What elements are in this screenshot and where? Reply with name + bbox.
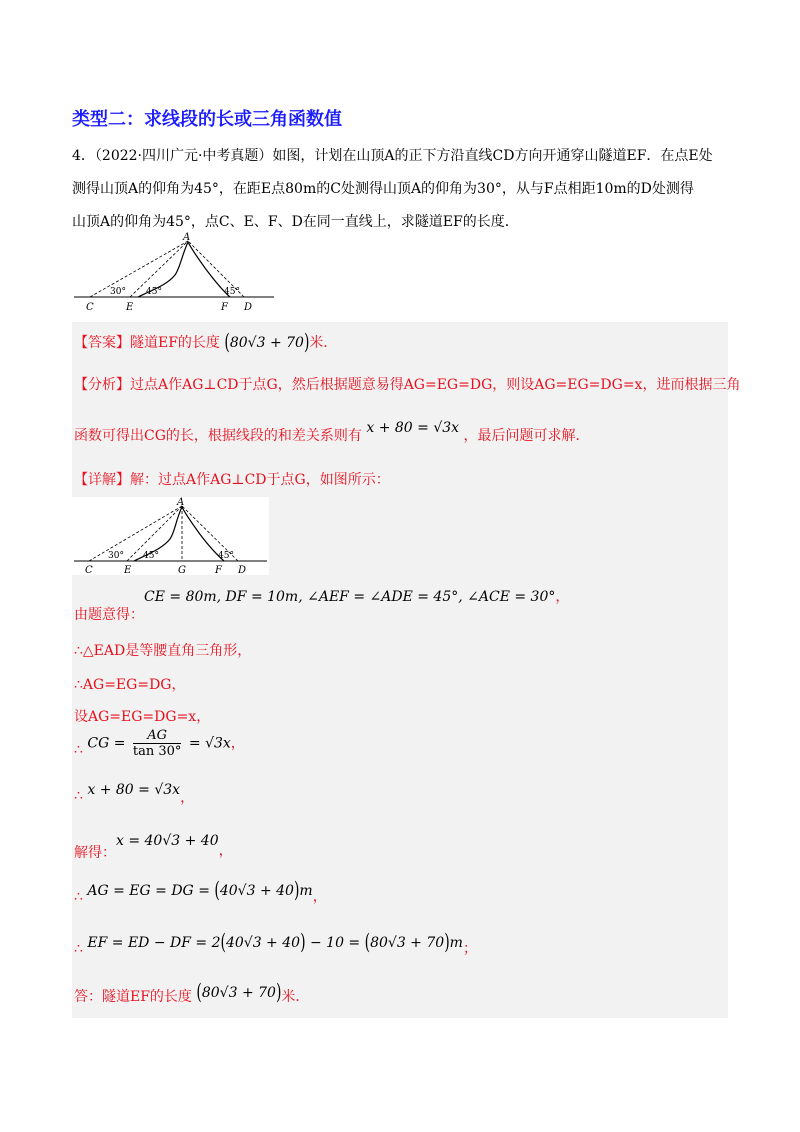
- answer-text: 隧道EF的长度: [130, 335, 220, 351]
- ag-expr: (40√3 + 40): [214, 879, 300, 903]
- label-g: G: [178, 565, 186, 575]
- final-unit: 米．: [281, 989, 310, 1005]
- therefore-symbol: ∴: [74, 941, 83, 957]
- analysis-line-2: [74, 420, 590, 445]
- label-e: E: [126, 302, 134, 313]
- label-d: D: [238, 565, 247, 575]
- angle-e: 45°: [146, 287, 162, 297]
- problem-line-2: 测得山顶A的仰角为45°，在距E点80m的C处测得山顶A的仰角为30°，从与F点相距10m的D处测得: [72, 181, 694, 197]
- analysis-tag: 【分析】: [74, 377, 130, 393]
- cg-right: = √3x: [188, 735, 231, 752]
- final-answer-row: [74, 981, 310, 1006]
- label-d: D: [244, 302, 253, 313]
- cg-equation-row: [74, 728, 245, 759]
- given-end: ，: [555, 589, 570, 605]
- ag-unit: m: [299, 883, 313, 899]
- label-a: A: [183, 232, 191, 243]
- mountain-figure: [72, 230, 277, 315]
- detail-intro-text: 解：过点A作AG⊥CD于点G，如图所示：: [130, 472, 390, 488]
- equation-1: x + 80 = √3x: [87, 782, 181, 798]
- step-isosceles: ∴△EAD是等腰直角三角形，: [74, 643, 252, 659]
- equation-1-end: ，: [180, 790, 195, 806]
- step-equal-segments: ∴AG=EG=DG，: [74, 677, 186, 693]
- cg-end: ，: [230, 735, 245, 752]
- cg-denominator: tan 30°: [132, 744, 182, 759]
- ag-end: ，: [312, 889, 327, 905]
- ef-mid: − 10 =: [309, 935, 361, 951]
- therefore-symbol: ∴: [74, 741, 83, 758]
- angle-c: 30°: [108, 551, 124, 561]
- ef-row: [74, 931, 477, 957]
- section-heading: 类型二：求线段的长或三角函数值: [72, 109, 342, 130]
- solve-label: 解得：: [74, 845, 116, 861]
- label-f: F: [221, 302, 228, 313]
- step-let-x: 设AG=EG=DG=x，: [74, 709, 211, 725]
- therefore-symbol: ∴: [74, 788, 83, 804]
- analysis-equation: x + 80 = √3x: [366, 420, 460, 436]
- therefore-symbol: ∴: [74, 889, 83, 905]
- cg-numerator: AG: [133, 728, 182, 744]
- detail-intro: [74, 469, 390, 489]
- ef-unit: m: [449, 935, 463, 951]
- label-c: C: [86, 302, 94, 313]
- equation-row: [74, 779, 195, 806]
- solve-expr: x = 40√3 + 40: [116, 833, 219, 849]
- ef-left: EF = ED − DF = 2: [87, 935, 221, 951]
- mountain-figure-with-g: [72, 497, 269, 575]
- analysis-text-1: 过点A作AG⊥CD于点G，然后根据题意易得AG=EG=DG，则设AG=EG=DG=x，进而根据三角: [130, 377, 741, 393]
- ag-row: [74, 879, 327, 905]
- solve-end: ，: [218, 843, 233, 859]
- final-label: 答：隧道EF的长度: [74, 989, 192, 1005]
- problem-line-1: 4．（2022·四川广元·中考真题）如图，计划在山顶A的正下方沿直线CD方向开通穿山隧道EF．在点E处: [72, 148, 713, 164]
- given-expression: [144, 586, 569, 606]
- angle-d: 45°: [218, 551, 234, 561]
- answer-tag: 【答案】: [74, 335, 130, 351]
- label-f: F: [215, 565, 222, 575]
- angle-c: 30°: [110, 287, 126, 297]
- label-c: C: [85, 565, 93, 575]
- analysis-text-2: 函数可得出CG的长，根据线段的和差关系则有: [74, 428, 362, 444]
- given-expr: CE = 80m, DF = 10m, ∠AEF = ∠ADE = 45°, ∠ACE = 30°: [144, 589, 556, 605]
- cg-left: CG =: [87, 735, 126, 752]
- ef-end: ；: [462, 941, 477, 957]
- problem-line-3: 山顶A的仰角为45°，点C、E、F、D在同一直线上，求隧道EF的长度．: [72, 214, 519, 230]
- cg-fraction: [133, 728, 182, 759]
- label-e: E: [124, 565, 132, 575]
- angle-d: 45°: [224, 287, 240, 297]
- answer-expr: (80√3 + 70): [224, 331, 310, 355]
- analysis-text-3: ，最后问题可求解．: [463, 428, 590, 444]
- detail-tag: 【详解】: [74, 472, 130, 488]
- label-a: A: [177, 497, 185, 508]
- ag-left: AG = EG = DG =: [87, 883, 210, 899]
- ef-expr: (80√3 + 70): [364, 931, 450, 955]
- answer-unit: 米．: [309, 335, 338, 351]
- angle-e: 45°: [143, 551, 159, 561]
- final-expr: (80√3 + 70): [196, 981, 282, 1005]
- given-label: 由题意得：: [74, 607, 144, 623]
- analysis-line-1: [74, 374, 740, 394]
- problem-statement: [72, 140, 732, 239]
- answer-row: [74, 331, 338, 355]
- ef-inner: (40√3 + 40): [220, 931, 306, 955]
